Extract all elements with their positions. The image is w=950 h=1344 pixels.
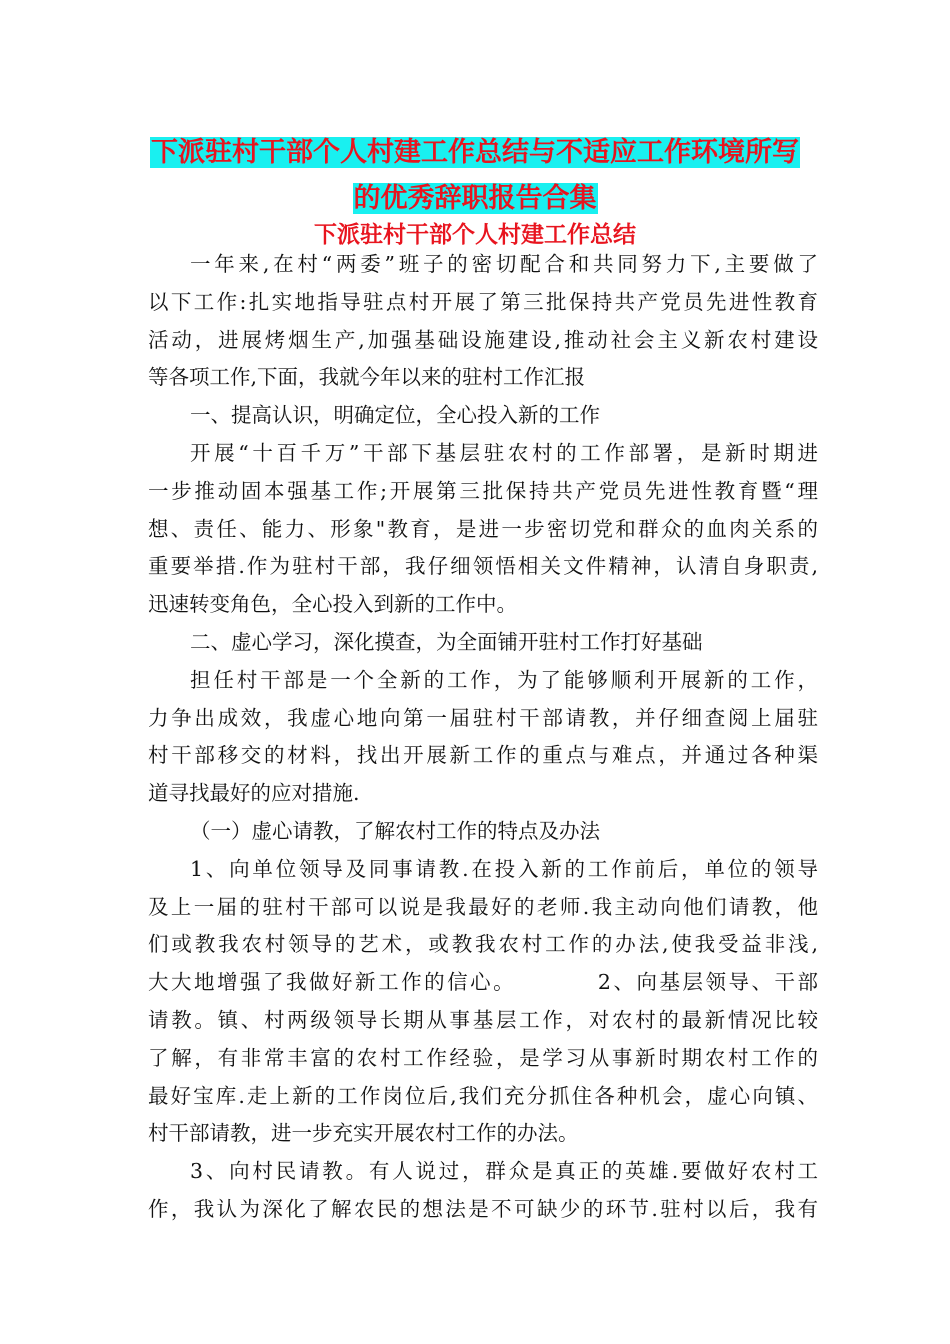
document-title-line-2 <box>110 181 840 217</box>
body-text-line: 及上一届的驻村干部可以说是我最好的老师.我主动向他们请教，他 <box>148 894 818 919</box>
body-text-line: 1、向单位领导及同事请教.在投入新的工作前后，单位的领导 <box>190 856 818 881</box>
body-text-line: 一、提高认识，明确定位，全心投入新的工作 <box>190 403 600 428</box>
title-highlight: 下派驻村干部个人村建工作总结与不适应工作环境所写 <box>151 137 799 168</box>
body-text-line: 重要举措.作为驻村干部，我仔细领悟相关文件精神，认清自身职责, <box>148 554 818 579</box>
body-text-line: 大大地增强了我做好新工作的信心。 2、向基层领导、干部 <box>148 970 818 995</box>
body-text-line: 请教。镇、村两级领导长期从事基层工作，对农村的最新情况比较 <box>148 1007 818 1032</box>
body-text-line: 一年来,在村“两委”班子的密切配合和共同努力下,主要做了 <box>190 252 818 276</box>
body-text-line: 村干部请教，进一步充实开展农村工作的办法。 <box>148 1121 579 1146</box>
body-text-line: 等各项工作,下面，我就今年以来的驻村工作汇报 <box>148 365 586 390</box>
body-text-line: 担任村干部是一个全新的工作，为了能够顺利开展新的工作， <box>190 667 818 692</box>
body-text-line: 们或教我农村领导的艺术，或教我农村工作的办法,使我受益非浅, <box>148 932 818 957</box>
title-highlight: 的优秀辞职报告合集 <box>353 183 597 214</box>
body-text-line: 开展“十百千万”干部下基层驻农村的工作部署，是新时期进 <box>190 440 818 465</box>
body-text-line: 村干部移交的材料，找出开展新工作的重点与难点，并通过各种渠 <box>148 743 818 768</box>
body-text-line: 道寻找最好的应对措施. <box>148 781 360 806</box>
body-text-line: 了解，有非常丰富的农村工作经验，是学习从事新时期农村工作的 <box>148 1045 818 1070</box>
document-title-line-1 <box>110 135 840 171</box>
body-text-line: 3、向村民请教。有人说过，群众是真正的英雄.要做好农村工 <box>190 1159 818 1184</box>
document-body <box>148 246 818 1229</box>
body-text-line: 力争出成效，我虚心地向第一届驻村干部请教，并仔细查阅上届驻 <box>148 705 818 730</box>
body-text-line: 活动，进展烤烟生产,加强基础设施建设,推动社会主义新农村建设 <box>148 327 818 352</box>
body-text-line: （一）虚心请教，了解农村工作的特点及办法 <box>190 818 600 843</box>
body-text-line: 最好宝库.走上新的工作岗位后,我们充分抓住各种机会，虚心向镇、 <box>148 1083 818 1108</box>
body-text-line: 二、虚心学习，深化摸查，为全面铺开驻村工作打好基础 <box>190 629 703 654</box>
body-text-line: 想、责任、能力、形象"教育，是进一步密切党和群众的血肉关系的 <box>148 516 818 541</box>
body-text-line: 一步推动固本强基工作;开展第三批保持共产党员先进性教育暨“理 <box>148 478 818 503</box>
body-text-line: 以下工作:扎实地指导驻点村开展了第三批保持共产党员先进性教育 <box>148 289 818 314</box>
body-text-line: 迅速转变角色，全心投入到新的工作中。 <box>148 592 517 617</box>
body-text-line: 作，我认为深化了解农民的想法是不可缺少的环节.驻村以后，我有 <box>148 1196 818 1221</box>
section-title: 下派驻村干部个人村建工作总结 <box>314 222 636 248</box>
